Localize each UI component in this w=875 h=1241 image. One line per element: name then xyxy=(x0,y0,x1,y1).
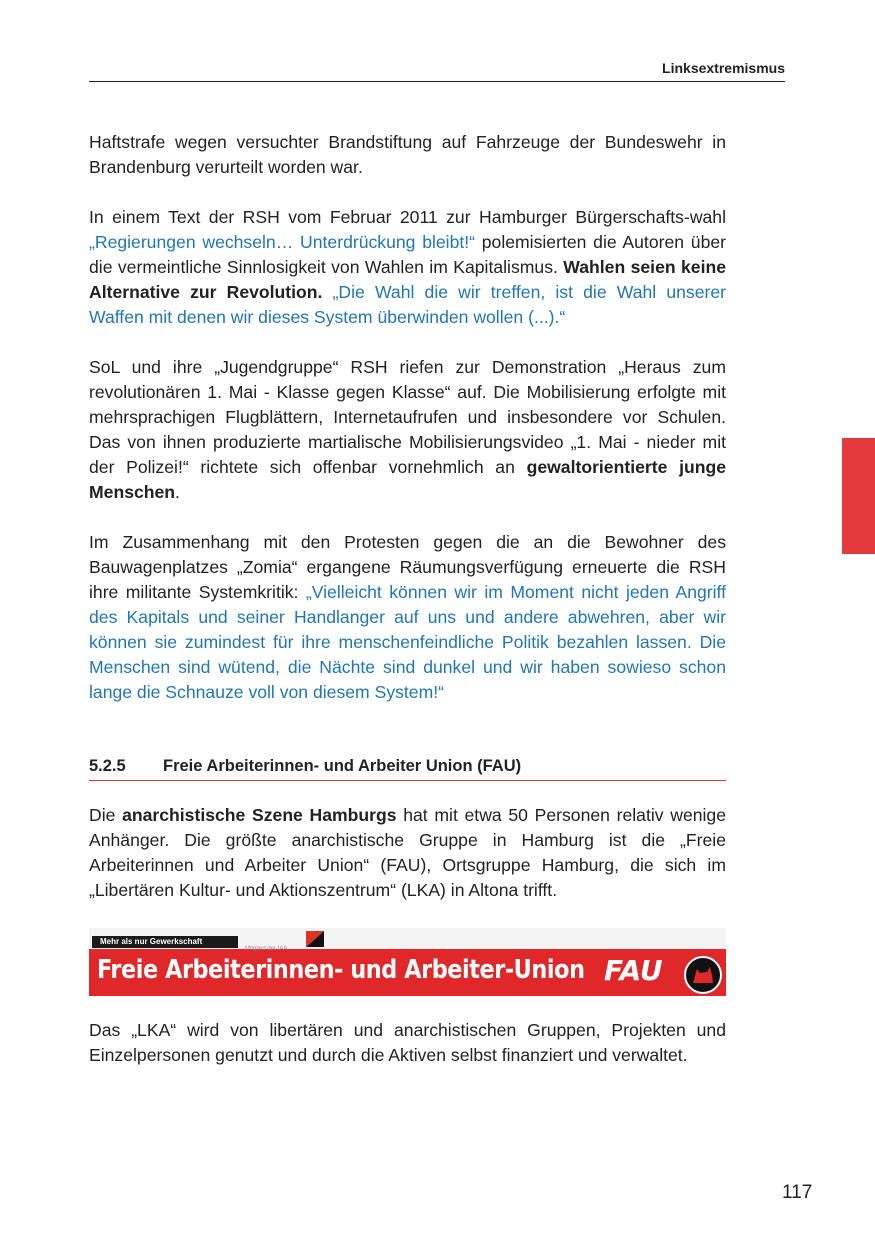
emphasis-revolution: Wahlen seien keine Alternative zur Revolution. xyxy=(89,257,726,302)
banner-title: Freie Arbeiterinnen- und Arbeiter-Union xyxy=(97,955,585,985)
page-number: 117 xyxy=(782,1182,813,1203)
fau-banner-image xyxy=(89,928,726,996)
page-body xyxy=(89,130,726,1093)
paragraph-1: Haftstrafe wegen versuchter Brandstiftung auf Fahrzeuge der Bundeswehr in Brandenburg verurteilt worden war. xyxy=(89,132,726,177)
section-heading xyxy=(89,755,726,781)
paragraph-5: Die anarchistische Szene Hamburgs hat mit etwa 50 Personen relativ wenige Anhänger. Die größte anarchistische Gruppe in Hamburg ist die „Freie Arbeiterinnen und Arbeiter Union“ (FAU), Ortsgruppe Hamburg, die sich im „Libertären Kultur- und Aktionszentrum“ (LKA) in Altona trifft. xyxy=(89,805,726,900)
banner-member-note: Mitglied der IAA xyxy=(245,946,288,952)
chapter-tab-marker xyxy=(842,438,875,554)
section-number: 5.2.5 xyxy=(89,757,126,775)
black-cat-icon xyxy=(683,955,723,995)
paragraph-6: Das „LKA“ wird von libertären und anarchistischen Gruppen, Projekten und Einzelpersonen genutzt und durch die Aktiven selbst finanziert und verwaltet. xyxy=(89,1020,726,1065)
header-divider xyxy=(89,81,785,82)
paragraph-4: Im Zusammenhang mit den Protesten gegen die an die Bewohner des Bauwagenplatzes „Zomia“ ergangene Räumungsverfügung erneuerte die RSH ihre militante Systemkritik: „Vielleicht können wir im Moment nicht jeden Angriff des Kapitals und seiner Handlanger auf uns und andere abwehren, aber wir können sie zumindest für ihre menschenfeindliche Politik bezahlen lassen. Die Menschen sind wütend, die Nächte sind dunkel und wir haben sowieso schon lange die Schnauze voll von diesem System!“ xyxy=(89,532,726,702)
quote-election: „Regierungen wechseln… Unterdrückung bleibt!“ xyxy=(89,232,476,252)
paragraph-2: In einem Text der RSH vom Februar 2011 zur Hamburger Bürgerschafts-wahl „Regierungen wechseln… Unterdrückung bleibt!“ polemisierten die Autoren über die vermeintliche Sinnlosigkeit von Wahlen im Kapitalismus. Wahlen seien keine Alternative zur Revolution. „Die Wahl die wir treffen, ist die Wahl unserer Waffen mit denen wir dieses System überwinden wollen (...).“ xyxy=(89,207,726,327)
emphasis-violence-oriented: gewaltorientierte junge Menschen xyxy=(89,457,726,502)
section-title: Freie Arbeiterinnen- und Arbeiter Union (FAU) xyxy=(163,757,522,775)
fau-logo-text: FAU xyxy=(604,954,663,987)
quote-weapons: „Die Wahl die wir treffen, ist die Wahl unserer Waffen mit denen wir dieses System überwinden wollen (...).“ xyxy=(89,282,726,327)
paragraph-3: SoL und ihre „Jugendgruppe“ RSH riefen zur Demonstration „Heraus zum revolutionären 1. Mai - Klasse gegen Klasse“ auf. Die Mobilisierung erfolgte mit mehrsprachigen Flugblättern, Internetaufrufen und insbesondere vor Schulen. Das von ihnen produzierte martialische Mobilisierungsvideo „1. Mai - nieder mit der Polizei!“ richtete sich offenbar vornehmlich an gewaltorientierte junge Menschen. xyxy=(89,357,726,502)
running-header-title: Linksextremismus xyxy=(662,60,785,76)
emphasis-anarchist-scene: anarchistische Szene Hamburgs xyxy=(122,805,397,825)
quote-system-critique: „Vielleicht können wir im Moment nicht jeden Angriff des Kapitals und seiner Handlanger auf uns und andere abwehren, aber wir können sie zumindest für ihre menschenfeindliche Politik bezahlen lassen. Die Menschen sind wütend, die Nächte sind dunkel und wir haben sowieso schon lange die Schnauze voll von diesem System!“ xyxy=(89,582,726,702)
banner-tagline: Mehr als nur Gewerkschaft xyxy=(92,936,238,948)
iaa-flag-icon xyxy=(306,931,324,947)
